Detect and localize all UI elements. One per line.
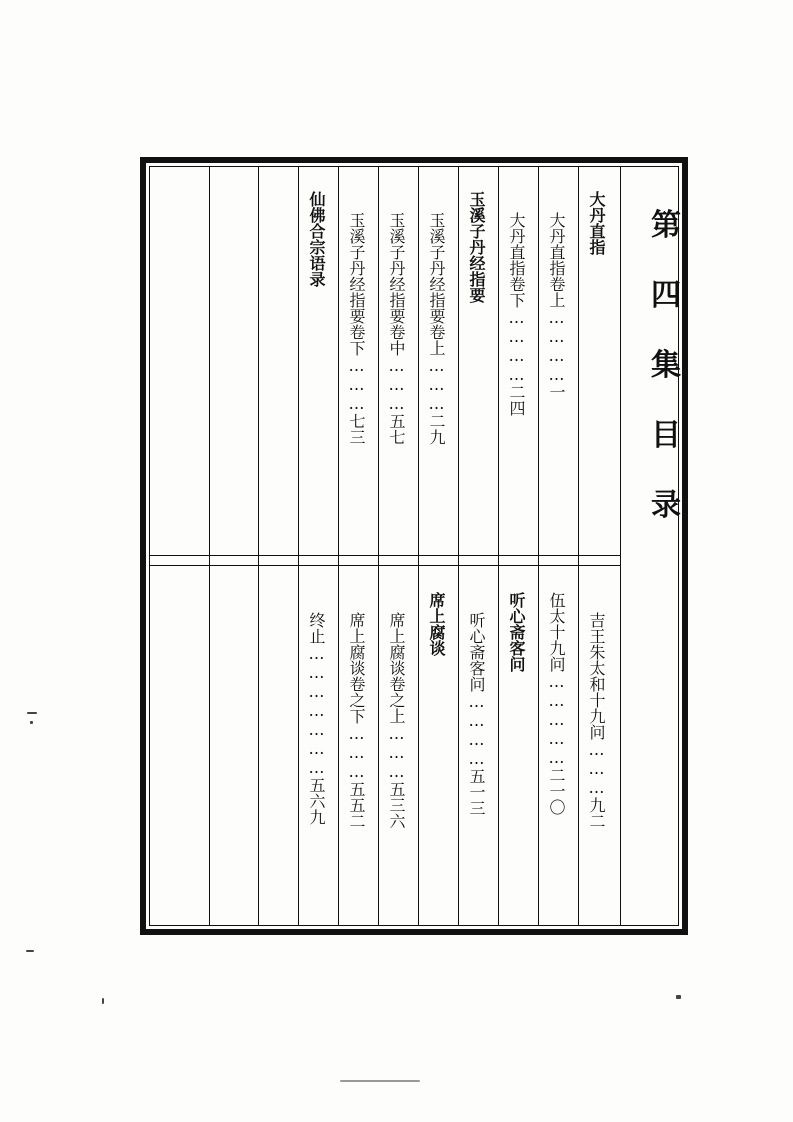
toc-heading-yuxizi: 玉溪子丹经指要 xyxy=(467,191,486,303)
scan-speck xyxy=(102,998,104,1004)
column-divider xyxy=(578,167,579,925)
column-divider xyxy=(458,167,459,925)
toc-entry: 席上腐谈卷之下………五五二 xyxy=(347,612,366,829)
scan-speck xyxy=(26,950,34,952)
toc-heading-dadan-zhizhi: 大丹直指 xyxy=(587,191,606,255)
toc-entry: 吉王朱太和十九问………九二 xyxy=(587,612,606,829)
column-divider xyxy=(418,167,419,925)
toc-entry: 席上腐谈卷之上………五三六 xyxy=(387,612,406,829)
toc-entry: 听心斋客问…………五一三 xyxy=(467,612,486,816)
toc-heading-tingxinzhai: 听心斋客问 xyxy=(507,592,526,672)
toc-entry: 终止…………………五六九 xyxy=(307,612,326,825)
column-divider xyxy=(338,167,339,925)
column-divider xyxy=(209,167,210,925)
toc-heading-xianfo: 仙佛合宗语录 xyxy=(307,191,326,287)
column-divider xyxy=(298,167,299,925)
title-divider xyxy=(620,167,621,925)
toc-frame xyxy=(140,157,688,935)
scan-speck xyxy=(676,995,681,999)
toc-entry: 大丹直指卷下…………二四 xyxy=(507,212,526,416)
toc-heading-xishang: 席上腐谈 xyxy=(427,592,446,656)
title-char: 四 xyxy=(651,278,681,313)
scan-speck xyxy=(340,1080,420,1082)
toc-entry: 伍太十九问……………二一〇 xyxy=(547,592,566,815)
page-title xyxy=(646,191,686,541)
register-divider xyxy=(150,555,620,556)
toc-entry: 玉溪子丹经指要卷下………七三 xyxy=(347,212,366,445)
toc-entry: 玉溪子丹经指要卷中………五七 xyxy=(387,212,406,445)
column-divider xyxy=(498,167,499,925)
column-divider xyxy=(538,167,539,925)
toc-entry: 大丹直指卷上…………一 xyxy=(547,212,566,400)
register-divider xyxy=(150,565,620,566)
title-char: 第 xyxy=(651,208,681,243)
column-divider xyxy=(258,167,259,925)
toc-inner-border xyxy=(149,166,679,926)
scan-speck xyxy=(27,712,37,714)
column-divider xyxy=(378,167,379,925)
title-char: 录 xyxy=(651,488,681,523)
scan-speck xyxy=(30,721,33,724)
toc-entry: 玉溪子丹经指要卷上………二九 xyxy=(427,212,446,445)
title-char: 目 xyxy=(651,418,681,453)
title-char: 集 xyxy=(651,348,681,383)
